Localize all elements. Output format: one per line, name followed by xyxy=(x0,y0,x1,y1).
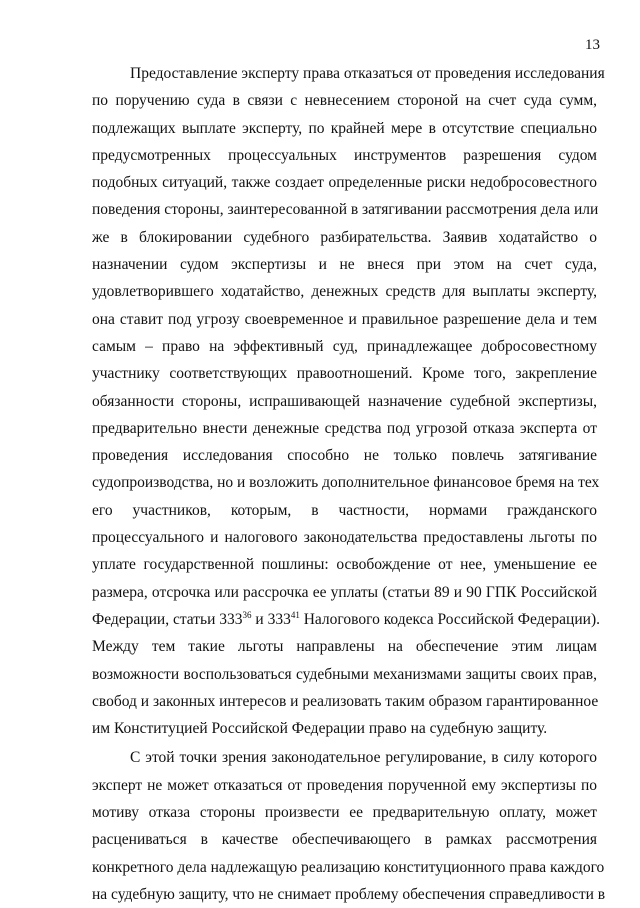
text-line: Предоставление эксперту права отказаться от проведения исследования xyxy=(130,65,605,82)
text-line: процессуального и налогового законодательства предоставлены льготы по xyxy=(92,529,597,547)
text-segment: Федерации, статьи 333 xyxy=(92,610,243,628)
text-line: подлежащих выплате эксперту, по крайней мере в отсутствие специально xyxy=(92,119,597,137)
text-line: поведения стороны, заинтересованной в затягивании рассмотрения дела или xyxy=(92,201,599,219)
text-line: размера, отсрочка или рассрочка ее уплаты (статьи 89 и 90 ГПК Российской xyxy=(92,583,597,601)
text-line: по поручению суда в связи с невнесением стороной на счет суда сумм, xyxy=(92,92,597,110)
text-line: предварительно внести денежные средства под угрозой отказа эксперта от xyxy=(92,419,597,437)
text-line: расцениваться в качестве обеспечивающего в рамках рассмотрения xyxy=(92,831,597,849)
text-line: проведения исследования способно не только повлечь затягивание xyxy=(92,447,597,465)
paragraph-2 xyxy=(92,744,606,908)
superscript-41: 41 xyxy=(290,609,300,620)
paragraph-1 xyxy=(92,60,605,742)
text-line: назначении судом экспертизы и не внеся при этом на счет суда, xyxy=(92,256,597,274)
text-line: свобод и законных интересов и реализовать таким образом гарантированное xyxy=(92,692,599,710)
text-line: возможности воспользоваться судебными механизмами защиты своих прав, xyxy=(92,665,597,683)
text-line: участнику соответствующих правоотношений. Кроме того, закрепление xyxy=(92,365,597,383)
text-line: им Конституцией Российской Федерации право на судебную защиту. xyxy=(92,720,548,738)
text-segment: Налогового кодекса Российской Федерации). xyxy=(299,610,600,628)
text-line: судопроизводства, но и возложить дополнительное финансовое бремя на тех xyxy=(92,474,600,492)
text-line: обязанности стороны, испрашивающей назначение судебной экспертизы, xyxy=(92,392,597,410)
text-line: на судебную защиту, что не снимает проблему обеспечения справедливости в xyxy=(92,885,606,903)
text-line: конкретного дела надлежащую реализацию конституционного права каждого xyxy=(92,858,605,876)
body-text xyxy=(92,60,606,908)
page-number: 13 xyxy=(585,37,600,53)
superscript-36: 36 xyxy=(242,609,252,620)
text-line: она ставит под угрозу своевременное и правильное разрешение дела и тем xyxy=(92,310,597,328)
text-line-with-footnotes xyxy=(92,606,600,633)
text-line: эксперт не может отказаться от проведения порученной ему экспертизы по xyxy=(92,776,597,794)
text-line: самым – право на эффективный суд, принадлежащее добросовестному xyxy=(92,337,597,355)
text-line: уплате государственной пошлины: освобождение от нее, уменьшение ее xyxy=(92,556,597,574)
text-line: С этой точки зрения законодательное регулирование, в силу которого xyxy=(130,749,597,767)
text-segment: и 333 xyxy=(251,610,291,628)
text-line: его участников, которым, в частности, нормами гражданского xyxy=(92,501,597,519)
text-line: же в блокировании судебного разбирательства. Заявив ходатайство о xyxy=(92,228,597,246)
text-line: мотиву отказа стороны произвести ее предварительную оплату, может xyxy=(92,804,597,822)
text-line: подобных ситуаций, также создает определенные риски недобросовестного xyxy=(92,174,597,192)
text-line: предусмотренных процессуальных инструментов разрешения судом xyxy=(92,146,597,164)
text-line: Между тем такие льготы направлены на обеспечение этим лицам xyxy=(92,638,597,656)
text-line: удовлетворившего ходатайство, денежных средств для выплаты эксперту, xyxy=(92,283,597,301)
